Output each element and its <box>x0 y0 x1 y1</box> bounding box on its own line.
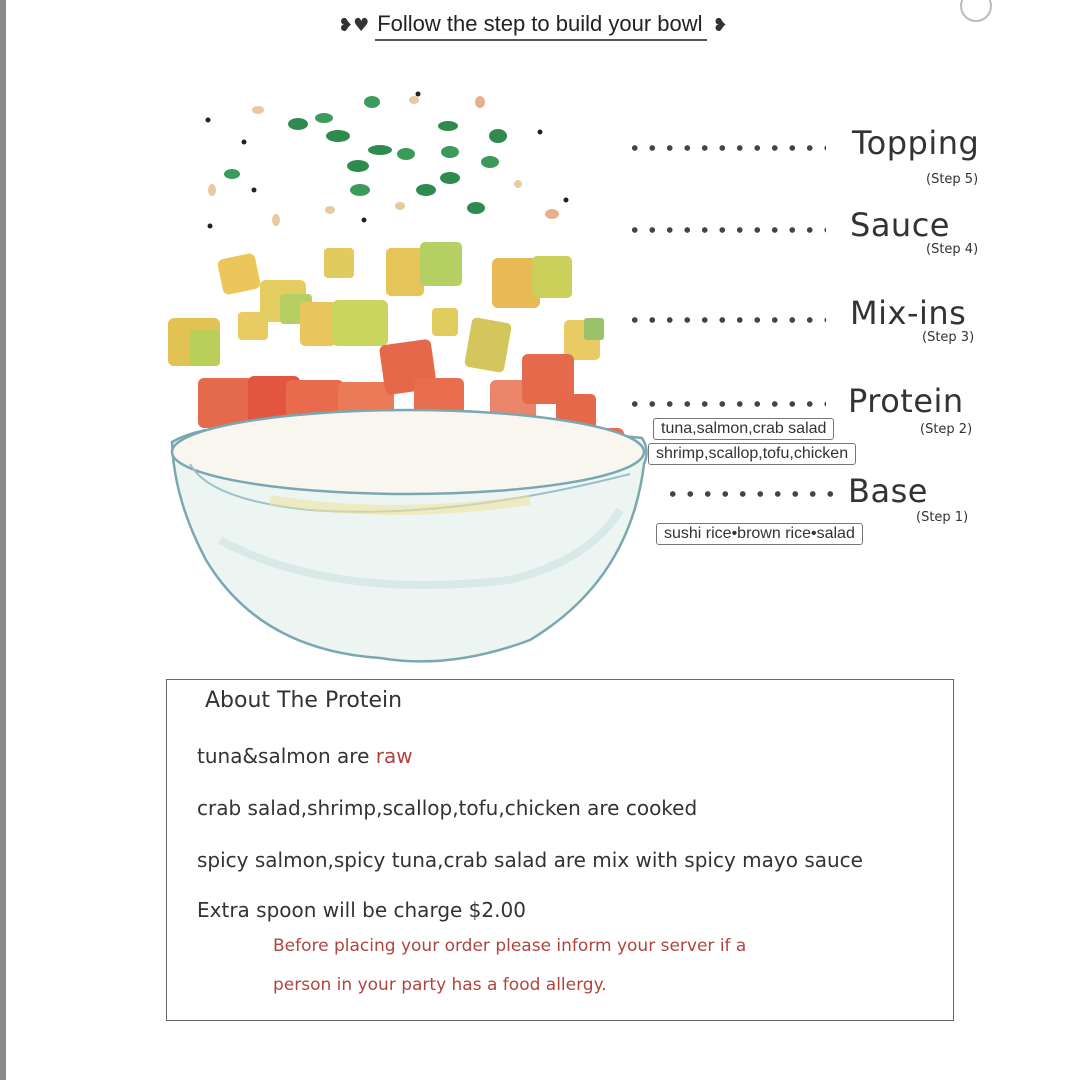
info-line-spicy: spicy salmon,spicy tuna,crab salad are mix with spicy mayo sauce <box>197 848 863 872</box>
leader-dots <box>626 226 826 234</box>
leader-dots <box>664 490 834 498</box>
leader-dots <box>626 144 826 152</box>
protein-option-1: tuna,salmon,crab salad <box>653 418 834 440</box>
page-edge <box>0 0 6 1080</box>
step-mixins-number: (Step 3) <box>922 330 975 345</box>
step-base-number: (Step 1) <box>916 510 969 525</box>
info-heading: About The Protein <box>205 688 403 713</box>
info-line-raw <box>197 744 413 768</box>
info-line-cooked: crab salad,shrimp,scallop,tofu,chicken are cooked <box>197 796 698 820</box>
allergy-note-line-2: person in your party has a food allergy. <box>273 975 607 995</box>
topping-scatter <box>206 92 569 229</box>
protein-option-2: shrimp,scallop,tofu,chicken <box>648 443 856 465</box>
info-line-spoon-charge: Extra spoon will be charge $2.00 <box>197 898 526 922</box>
step-sauce-number: (Step 4) <box>926 242 979 257</box>
corner-logo-icon <box>960 0 992 22</box>
page-header <box>338 10 728 41</box>
leader-dots <box>626 400 826 408</box>
step-topping-number: (Step 5) <box>926 172 979 187</box>
heart-icon: ❥♥ <box>338 15 370 36</box>
step-mixins <box>620 294 980 345</box>
step-base-name: Base <box>848 472 928 510</box>
heart-arrow-icon: ❥ <box>712 15 728 36</box>
page-title: Follow the step to build your bowl <box>375 10 706 41</box>
step-protein-name: Protein <box>848 382 964 420</box>
step-topping <box>620 124 980 187</box>
raw-highlight: raw <box>375 744 413 768</box>
protein-info-box <box>166 679 954 1021</box>
leader-dots <box>626 316 826 324</box>
step-mixins-name: Mix-ins <box>850 294 967 332</box>
allergy-note-line-1: Before placing your order please inform your server if a <box>273 936 747 956</box>
bowl <box>172 410 647 661</box>
step-sauce <box>620 206 980 257</box>
step-base <box>620 472 980 525</box>
step-sauce-name: Sauce <box>850 206 950 244</box>
base-option: sushi rice•brown rice•salad <box>656 523 863 545</box>
info-line-raw-text: tuna&salmon are <box>197 744 376 768</box>
poke-bowl-illustration <box>150 80 660 670</box>
step-topping-name: Topping <box>852 124 980 162</box>
step-protein-number: (Step 2) <box>920 422 973 437</box>
